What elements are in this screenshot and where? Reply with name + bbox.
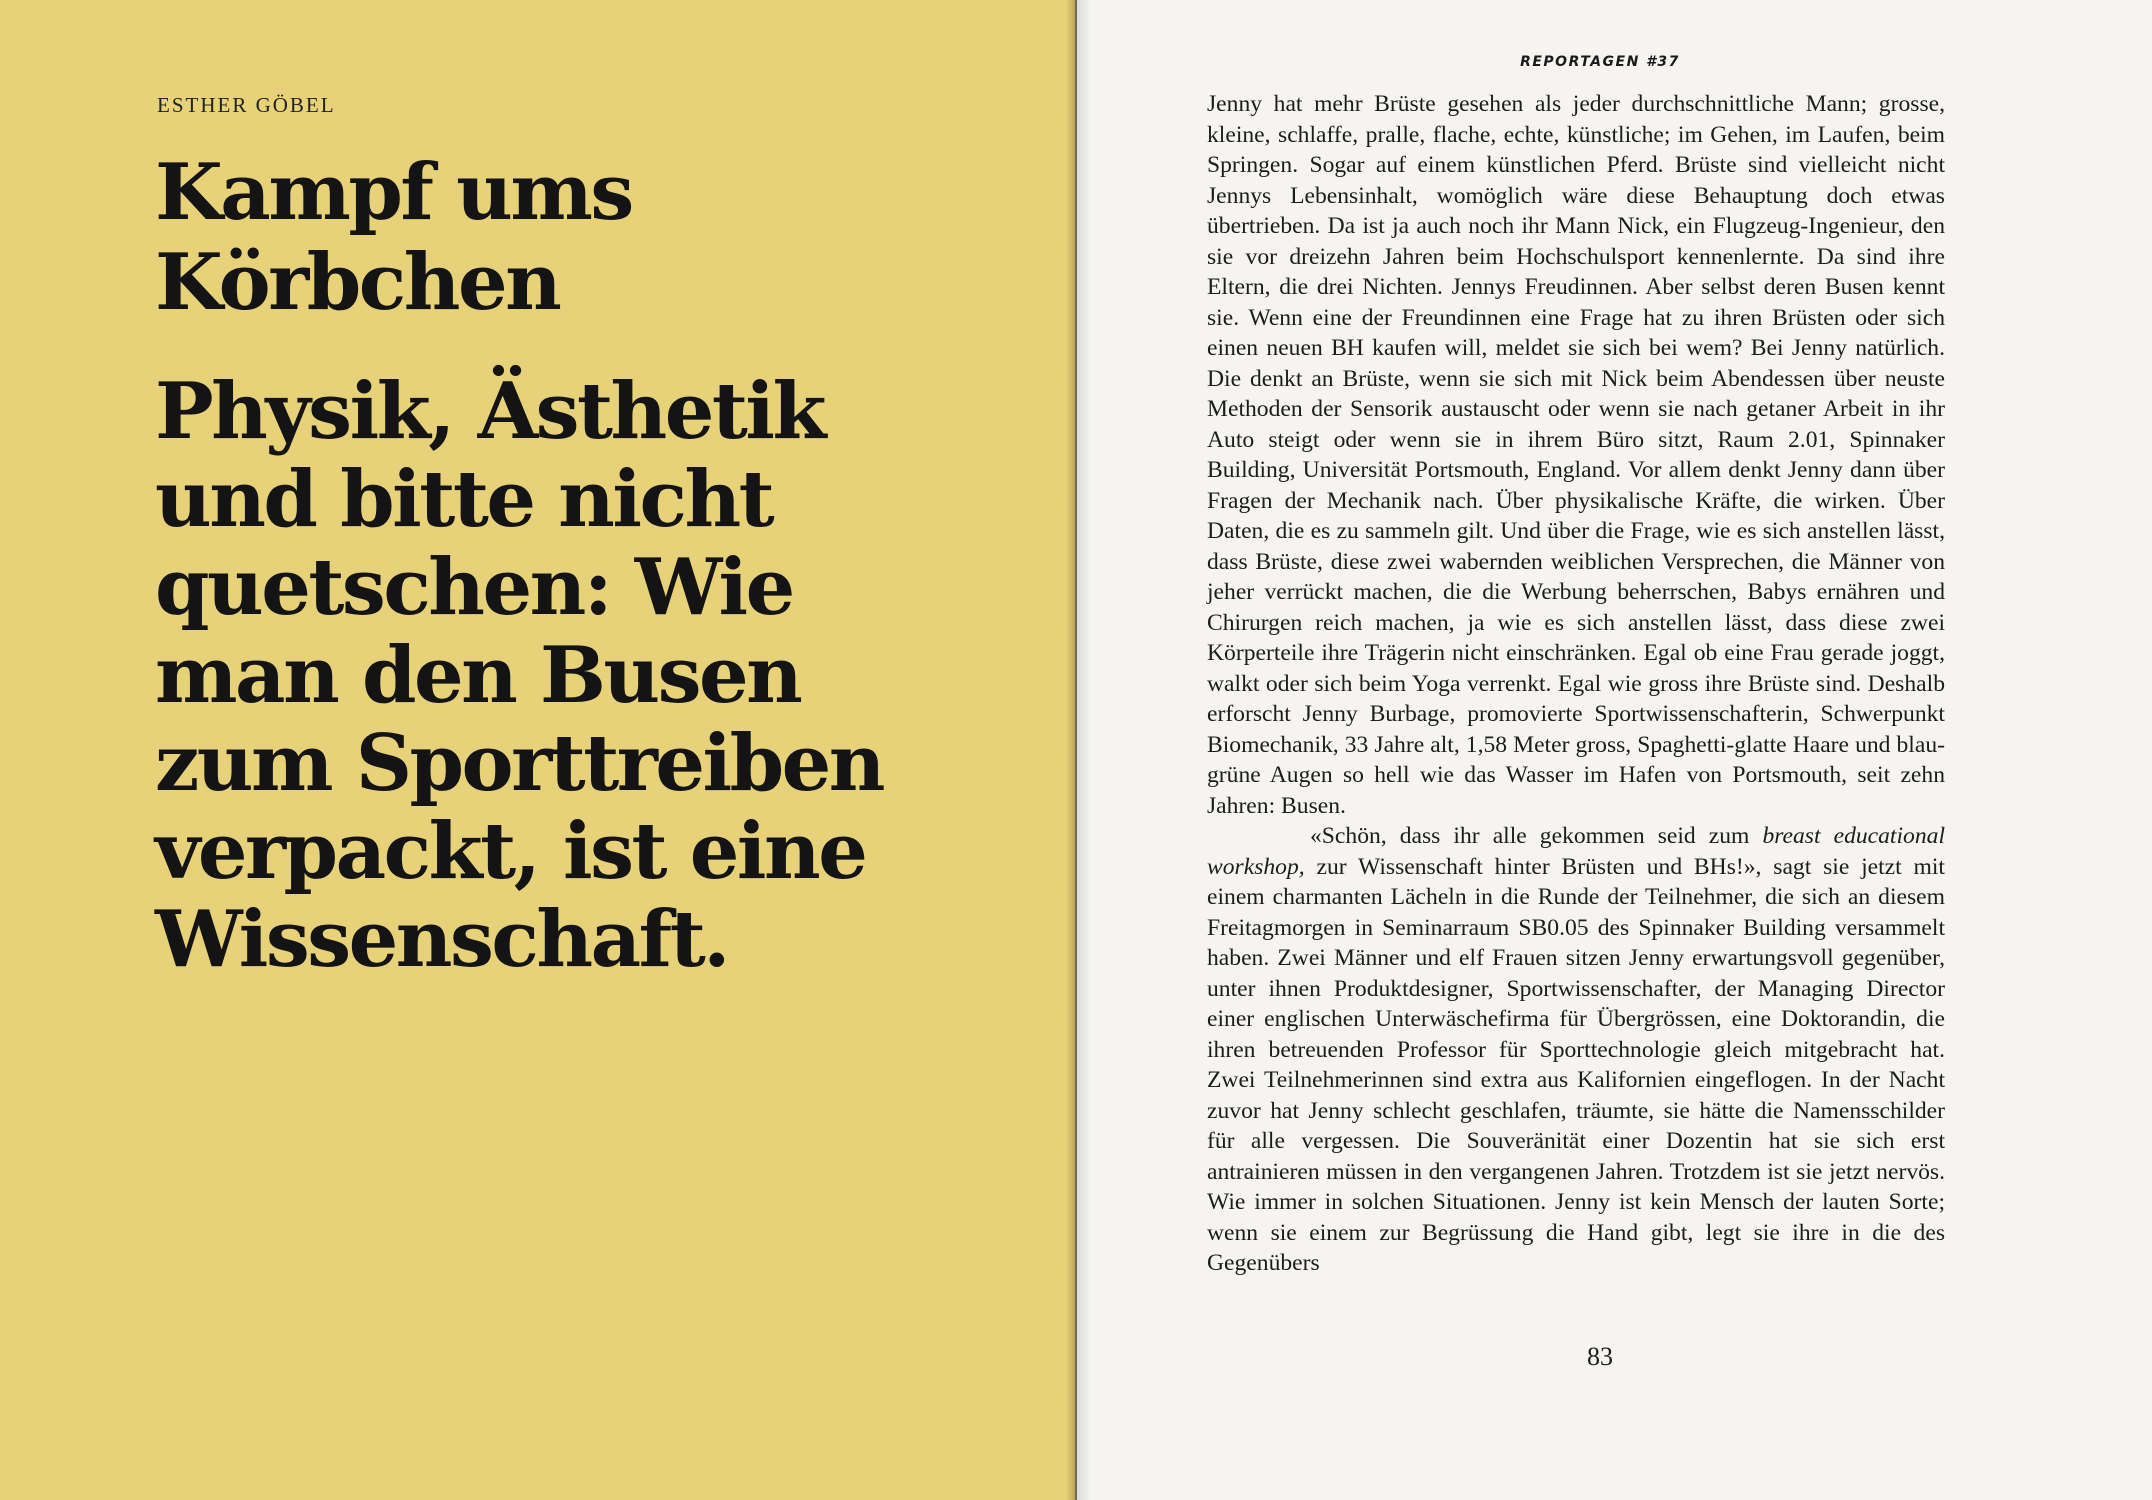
running-head: REPORTAGEN #37	[1520, 54, 1680, 70]
title-line: Körbchen	[155, 237, 560, 328]
body-paragraph	[1207, 821, 1945, 1279]
subtitle-line: Wissenschaft.	[155, 894, 728, 985]
italic-phrase: breast educational workshop,	[1207, 823, 1945, 880]
body-paragraph: Jenny hat mehr Brüste gesehen als jeder durchschnittliche Mann; grosse, kleine, schlaffe, pralle, flache, echte, künstliche; im Gehen, im Laufen, beim Springen. Sogar auf einem künstlichen Pferd. Brüste sind vielleicht nicht Jennys Lebensinhalt, womöglich wäre diese Behauptung doch etwas übertrieben. Da ist ja auch noch ihr Mann Nick, ein Flugzeug-Ingenieur, den sie vor dreizehn Jahren beim Hochschulsport kennenlernte. Da sind ihre Eltern, die drei Nichten. Jennys Freudinnen. Aber selbst deren Busen kennt sie. Wenn eine der Freundinnen eine Frage hat zu ihren Brüsten oder sich einen neuen BH kaufen will, meldet sie sich bei wem? Bei Jenny natürlich. Die denkt an Brüste, wenn sie sich mit Nick beim Abendessen über neuste Methoden der Sensorik austauscht oder wenn sie nach getaner Arbeit in ihr Auto steigt oder wenn sie in ihrem Büro sitzt, Raum 2.01, Spinnaker Building, Universität Portsmouth, England. Vor allem denkt Jenny dann über Fragen der Mechanik nach. Über physikalische Kräfte, die wirken. Über Daten, die es zu sammeln gilt. Und über die Frage, wie es sich anstellen lässt, dass Brüste, diese zwei wabernden weiblichen Versprechen, die Männer von jeher verrückt machen, die die Werbung beherrschen, Babys ernähren und Chirurgen reich machen, ja wie es sich anstellen lässt, dass diese zwei Körperteile ihre Trägerin nicht einschränken. Egal ob eine Frau gerade joggt, walkt oder sich beim Yoga verrenkt. Egal wie gross ihre Brüste sind. Deshalb erforscht Jenny Burbage, promovierte Sportwissenschafterin, Schwerpunkt Biomechanik, 33 Jahre alt, 1,58 Meter gross, Spaghetti-glatte Haare und blau-grüne Augen so hell wie das Wasser im Hafen von Portsmouth, seit zehn Jahren: Busen.	[1207, 91, 1945, 819]
subtitle-line: und bitte nicht	[155, 454, 773, 545]
title-line: Kampf ums	[155, 147, 632, 238]
subtitle-line: man den Busen	[155, 630, 801, 721]
subtitle-line: quetschen: Wie	[155, 542, 793, 633]
subtitle-line: verpackt, ist eine	[155, 806, 866, 897]
paragraph-text: «Schön, dass ihr alle gekommen seid zum	[1310, 823, 1763, 849]
article-subtitle	[155, 368, 1035, 984]
subtitle-line: zum Sporttreiben	[155, 718, 883, 809]
paragraph-text: zur Wissenschaft hinter Brüsten und BHs!», sagt sie jetzt mit einem charmanten Lächeln in die Runde der Teilnehmer, die sich an diesem Freitagmorgen in Seminarraum SB0.05 des Spinnaker Building versammelt haben. Zwei Männer und elf Frauen sitzen Jenny erwartungsvoll gegenüber, unter ihnen Produktdesigner, Sportwissenschafter, der Managing Director einer englischen Unterwäschefirma für Übergrössen, eine Doktorandin, die ihren betreuenden Professor für Sporttechnologie gleich mitgebracht hat. Zwei Teilnehmerinnen sind extra aus Kalifornien eingeflogen. In der Nacht zuvor hat Jenny schlecht geschlafen, träumte, sie hätte die Namensschilder für alle vergessen. Die Souveränität einer Dozentin hat sie sich erst antrainieren müssen in den vergangenen Jahren. Trotzdem ist sie jetzt nervös. Wie immer in solchen Situationen. Jenny ist kein Mensch der lauten Sorte; wenn sie einem zur Begrüssung die Hand gibt, legt sie ihre in die des Gegenübers	[1207, 853, 1945, 1276]
article-title	[155, 148, 1035, 328]
right-gutter-shadow	[1077, 0, 1091, 1500]
article-body	[1207, 89, 1945, 1279]
page-number: 83	[1587, 1342, 1613, 1371]
subtitle-line: Physik, Ästhetik	[155, 366, 825, 457]
author-name: ESTHER GÖBEL	[157, 93, 336, 117]
